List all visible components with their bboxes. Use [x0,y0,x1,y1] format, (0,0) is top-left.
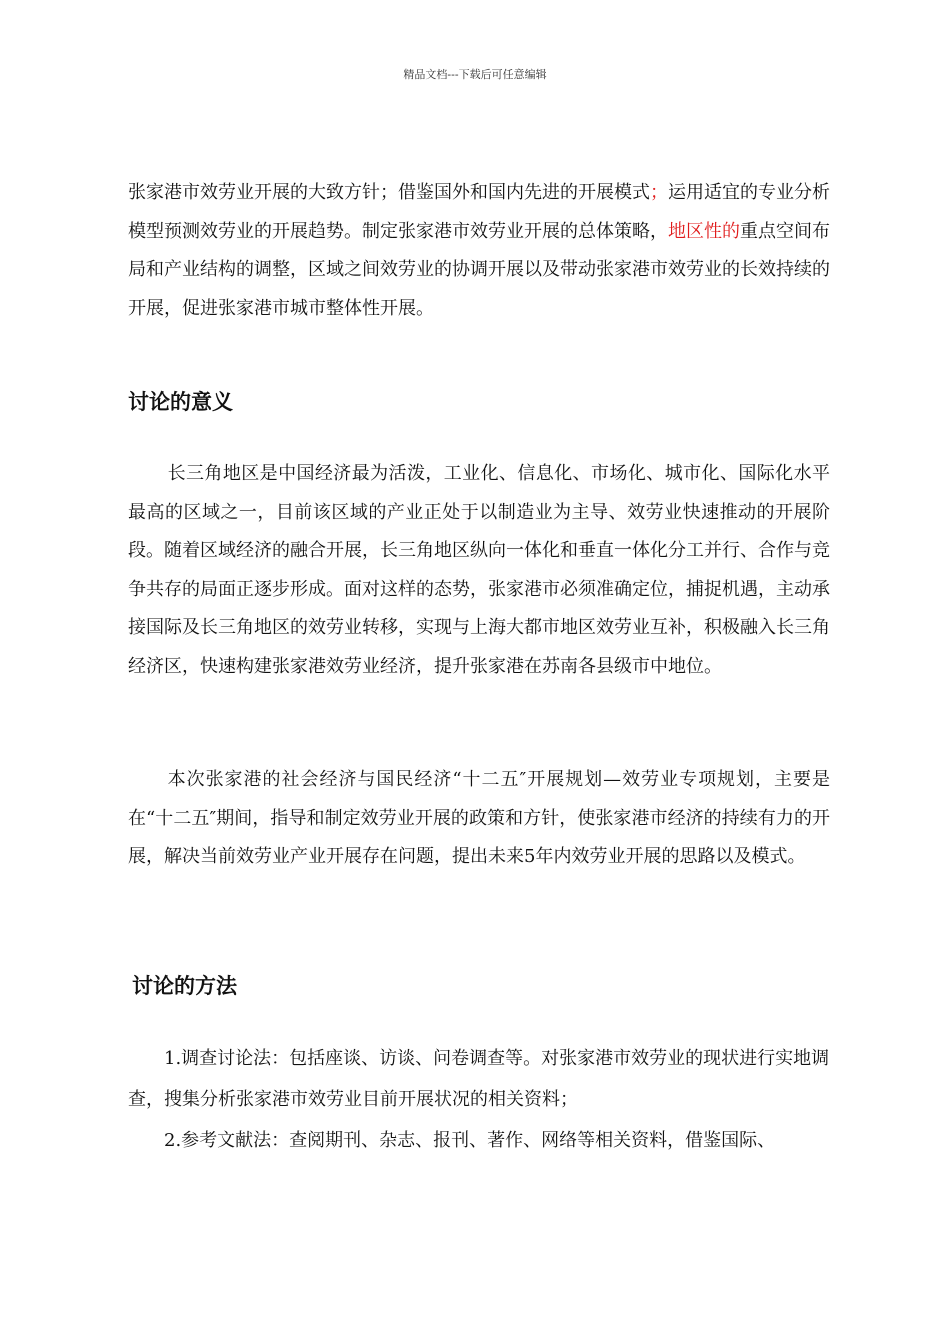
method-item-1: 1.调查讨论法：包括座谈、访谈、问卷调查等。对张家港市效劳业的现状进行实地调查，搜集分析张家港市效劳业目前开展状况的相关资料； [128,1048,830,1110]
intro-text-1: 张家港市效劳业开展的大致方针；借鉴国外和国内先进的开展模式 [128,182,650,203]
significance-paragraph-2: 本次张家港的社会经济与国民经济“十二五″开展规划—效劳业专项规划，主要是在“十二五″期间，指导和制定效劳业开展的政策和方针，使张家港市经济的持续有力的开展，解决当前效劳业产业开展存在问题，提出未来5年内效劳业开展的思路以及模式。 [128,769,830,868]
page-header: 精品文档---下载后可任意编辑 [403,68,547,81]
intro-red-punct: ； [650,182,668,203]
intro-red-text: 地区性的 [668,220,740,242]
section-title-significance: 讨论的意义 [128,390,233,414]
method-list [128,1038,834,1161]
significance-paragraph-1: 长三角地区是中国经济最为活泼，工业化、信息化、市场化、城市化、国际化水平最高的区域之一，目前该区域的产业正处于以制造业为主导、效劳业快速推动的开展阶段。随着区域经济的融合开展，长三角地区纵向一体化和垂直一体化分工并行、合作与竞争共存的局面正逐步形成。面对这样的态势，张家港市必须准确定位，捕捉机遇，主动承接国际及长三角地区的效劳业转移，实现与上海大都市地区效劳业互补，积极融入长三角经济区，快速构建张家港效劳业经济，提升张家港在苏南各县级市中地位。 [128,463,830,677]
method-item-2: 2.参考文献法：查阅期刊、杂志、报刊、著作、网络等相关资料，借鉴国际、 [164,1130,776,1151]
intro-text-2: 运用适宜的专业分析模型预测效劳业的开展趋势。制定张家港市效劳业开展的总体策略， [128,182,830,242]
intro-text-3: 重点空间布局和产业结构的调整，区域之间效劳业的协调开展以及带动张家港市效劳业的长效持续的开展，促进张家港市城市整体性开展。 [128,220,830,319]
section-title-method: 讨论的方法 [132,974,237,998]
intro-paragraph [128,174,830,328]
